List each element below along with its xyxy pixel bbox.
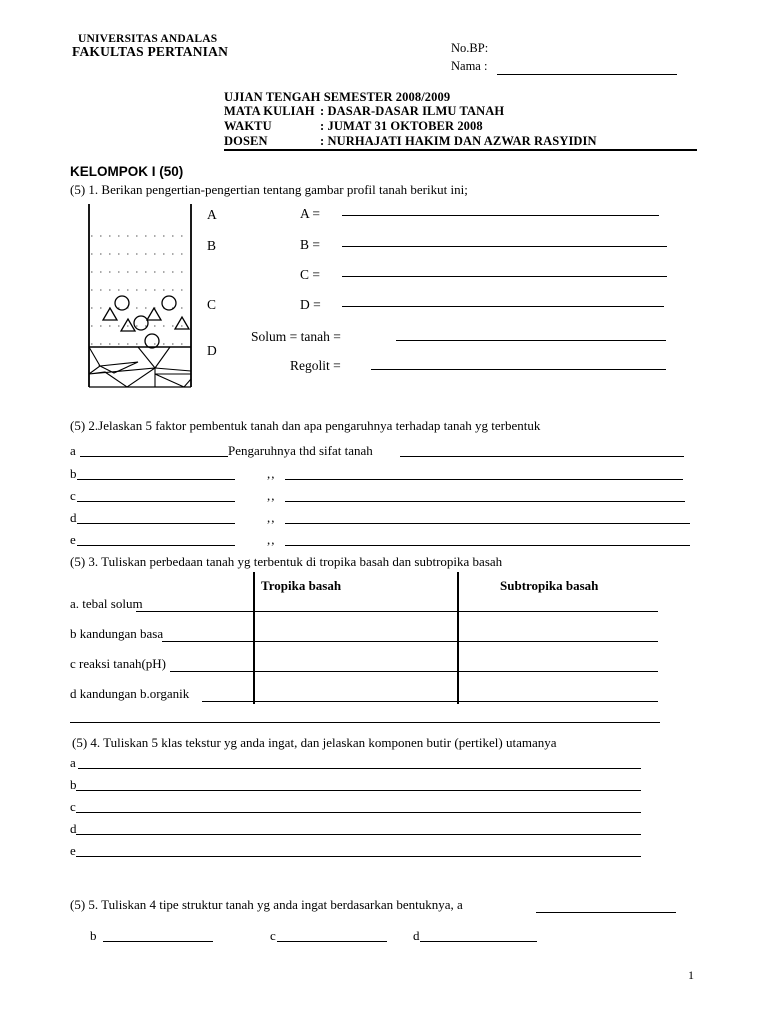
profile-horizon-label-d: D [207, 343, 217, 358]
q5-item-label-d: d [413, 928, 420, 943]
q5-item-label-c: c [270, 928, 276, 943]
question-4-text: (5) 4. Tuliskan 5 klas tekstur yg anda ingat, dan jelaskan komponen butir (pertikel) utamanya [72, 735, 557, 750]
table-row-label-3: c reaksi tanah(pH) [70, 656, 167, 671]
q4-answer-line-c[interactable] [76, 812, 641, 813]
exam-row-time [224, 119, 483, 134]
exam-row-lecturer-value: : NURHAJATI HAKIM DAN AZWAR RASYIDIN [320, 134, 597, 148]
q4-answer-line-d[interactable] [76, 834, 641, 835]
table-row-line-3[interactable] [170, 671, 658, 672]
q5-answer-line-b[interactable] [103, 941, 213, 942]
table-row-line-2[interactable] [162, 641, 658, 642]
q4-answer-line-a[interactable] [78, 768, 641, 769]
answer-prompt-b: B = [300, 237, 320, 252]
q4-item-label-b: b [70, 777, 77, 792]
exam-row-lecturer [224, 134, 597, 149]
table-vertical-divider-2 [457, 572, 459, 704]
question-5-text: (5) 5. Tuliskan 4 tipe struktur tanah yg anda ingat berdasarkan bentuknya, [70, 897, 454, 912]
q2-answer-line-c[interactable] [77, 501, 235, 502]
q2-note: Pengaruhnya thd sifat tanah [228, 443, 373, 458]
answer-prompt-c: C = [300, 267, 320, 282]
q2-ditto-b: ,, [267, 466, 276, 481]
solum-label: Solum = tanah = [251, 329, 341, 344]
answer-prompt-d: D = [300, 297, 321, 312]
q2-item-label-d: d [70, 510, 77, 525]
q4-answer-line-e[interactable] [76, 856, 641, 857]
profile-horizon-label-b: B [207, 238, 217, 253]
q2-item-label-c: c [70, 488, 76, 503]
page-number: 1 [688, 968, 694, 982]
q2-ditto-e: ,, [267, 532, 276, 547]
answer-line-c[interactable] [342, 276, 667, 277]
q2-effect-line-b[interactable] [285, 479, 683, 480]
student-name-input-line[interactable] [497, 74, 677, 75]
q2-answer-line-d[interactable] [77, 523, 235, 524]
q4-item-label-e: e [70, 843, 76, 858]
q5-item-label-a: a [457, 897, 463, 912]
regolit-answer-line[interactable] [371, 369, 666, 370]
q2-effect-line-d[interactable] [285, 523, 690, 524]
q4-item-label-d: d [70, 821, 77, 836]
q5-answer-line-d[interactable] [420, 941, 537, 942]
q2-ditto-c: ,, [267, 488, 276, 503]
table-row-label-2: b kandungan basa [70, 626, 164, 641]
table-row-line-1[interactable] [136, 611, 658, 612]
exam-row-subject-value: : DASAR-DASAR ILMU TANAH [320, 104, 505, 118]
q5-answer-line-c[interactable] [277, 941, 387, 942]
exam-row-time-value: : JUMAT 31 OKTOBER 2008 [320, 119, 483, 133]
soil-profile-diagram [80, 198, 200, 393]
question-3-text: (5) 3. Tuliskan perbedaan tanah yg terbentuk di tropika basah dan subtropika basah [70, 554, 503, 569]
solum-answer-line[interactable] [396, 340, 666, 341]
answer-prompt-a: A = [300, 206, 320, 221]
q2-effect-line-a[interactable] [400, 456, 684, 457]
exam-row-subject-label: MATA KULIAH [224, 104, 315, 118]
university-name: UNIVERSITAS ANDALAS [78, 33, 218, 45]
q5-answer-line-a[interactable] [536, 912, 676, 913]
question-2-text: (5) 2.Jelaskan 5 faktor pembentuk tanah dan apa pengaruhnya terhadap tanah yg terbentuk [70, 418, 541, 433]
profile-horizon-label-c: C [207, 297, 217, 312]
answer-line-a[interactable] [342, 215, 659, 216]
table-row-line-4[interactable] [202, 701, 658, 702]
student-name-label: Nama : [451, 59, 488, 73]
header-divider [224, 149, 697, 151]
table-vertical-divider-1 [253, 572, 255, 704]
exam-row-time-label: WAKTU [224, 119, 272, 133]
table-row-label-4: d kandungan b.organik [70, 686, 190, 701]
q2-item-label-e: e [70, 532, 76, 547]
answer-line-b[interactable] [342, 246, 667, 247]
question-1-text: (5) 1. Berikan pengertian-pengertian tentang gambar profil tanah berikut ini; [70, 182, 468, 197]
answer-line-d[interactable] [342, 306, 664, 307]
q2-item-label-b: b [70, 466, 77, 481]
q2-answer-line-e[interactable] [77, 545, 235, 546]
q2-effect-line-c[interactable] [285, 501, 685, 502]
exam-row-lecturer-label: DOSEN [224, 134, 268, 148]
section-title: KELOMPOK I (50) [70, 164, 184, 179]
q2-answer-line-a[interactable] [80, 456, 228, 457]
q2-effect-line-e[interactable] [285, 545, 690, 546]
question-5-text-wrap [70, 897, 463, 913]
q2-answer-line-b[interactable] [77, 479, 235, 480]
exam-title: UJIAN TENGAH SEMESTER 2008/2009 [224, 90, 451, 104]
q4-answer-line-b[interactable] [76, 790, 641, 791]
table-column-header-tropika: Tropika basah [261, 578, 342, 593]
section-divider-line [70, 722, 660, 723]
table-column-header-subtropika: Subtropika basah [500, 578, 599, 593]
q2-item-label-a: a [70, 443, 76, 458]
q2-ditto-d: ,, [267, 510, 276, 525]
faculty-name: FAKULTAS PERTANIAN [72, 44, 229, 59]
q5-item-label-b: b [90, 928, 97, 943]
q4-item-label-a: a [70, 755, 76, 770]
table-row-label-1: a. tebal solum [70, 596, 143, 611]
profile-horizon-label-a: A [207, 207, 217, 222]
regolit-label: Regolit = [290, 358, 341, 373]
student-id-label: No.BP: [451, 41, 489, 55]
exam-row-subject [224, 104, 504, 119]
q4-item-label-c: c [70, 799, 76, 814]
